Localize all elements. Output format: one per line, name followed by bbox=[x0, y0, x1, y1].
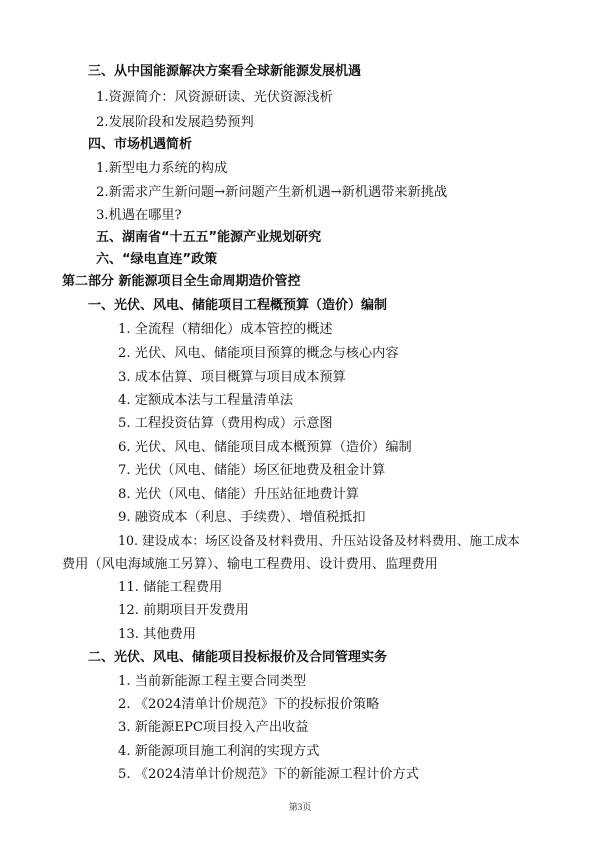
list-item: 11. 储能工程费用 bbox=[118, 580, 223, 595]
list-item: 6. 光伏、风电、储能项目成本概预算（造价）编制 bbox=[118, 440, 412, 455]
list-item: 1.资源简介：风资源研读、光伏资源浅析 bbox=[96, 90, 333, 105]
list-item: 2.新需求产生新问题→新问题产生新机遇→新机遇带来新挑战 bbox=[96, 185, 448, 200]
section-heading-4: 四、市场机遇简析 bbox=[88, 137, 193, 152]
section-heading-3: 三、从中国能源解决方案看全球新能源发展机遇 bbox=[88, 64, 362, 79]
list-item: 1. 当前新能源工程主要合同类型 bbox=[118, 674, 307, 689]
list-item: 7. 光伏（风电、储能）场区征地费及租金计算 bbox=[118, 463, 386, 478]
list-item: 8. 光伏（风电、储能）升压站征地费计算 bbox=[118, 487, 359, 502]
list-item: 3. 成本估算、项目概算与项目成本预算 bbox=[118, 370, 346, 385]
list-item: 1.新型电力系统的构成 bbox=[96, 161, 228, 176]
list-item: 3.机遇在哪里? bbox=[96, 208, 182, 223]
list-item: 9. 融资成本（利息、手续费）、增值税抵扣 bbox=[118, 510, 366, 525]
list-item: 4. 定额成本法与工程量清单法 bbox=[118, 393, 294, 408]
section-heading-2: 二、光伏、风电、储能项目投标报价及合同管理实务 bbox=[88, 650, 388, 665]
part-heading: 第二部分 新能源项目全生命周期造价管控 bbox=[62, 274, 301, 289]
list-item: 10. 建设成本：场区设备及材料费用、升压站设备及材料费用、施工成本 bbox=[118, 533, 520, 548]
section-heading-6: 六、“绿电直连”政策 bbox=[96, 252, 218, 267]
list-item: 5. 工程投资估算（费用构成）示意图 bbox=[118, 416, 333, 431]
list-item: 2. 《2024清单计价规范》下的投标报价策略 bbox=[118, 697, 380, 712]
list-item: 2.发展阶段和发展趋势预判 bbox=[96, 115, 254, 130]
section-heading-5: 五、湖南省“十五五”能源产业规划研究 bbox=[96, 230, 322, 245]
page-number: 第3页 bbox=[288, 802, 312, 812]
list-item: 1. 全流程（精细化）成本管控的概述 bbox=[118, 322, 333, 337]
list-item: 13. 其他费用 bbox=[118, 627, 196, 642]
list-item: 12. 前期项目开发费用 bbox=[118, 603, 249, 618]
list-item: 3. 新能源EPC项目投入产出收益 bbox=[118, 720, 309, 735]
list-item: 4. 新能源项目施工利润的实现方式 bbox=[118, 744, 320, 759]
list-item: 5. 《2024清单计价规范》下的新能源工程计价方式 bbox=[118, 767, 419, 782]
list-item: 2. 光伏、风电、储能项目预算的概念与核心内容 bbox=[118, 346, 399, 361]
section-heading-1: 一、光伏、风电、储能项目工程概预算（造价）编制 bbox=[88, 298, 388, 313]
list-item-continuation: 费用（风电海域施工另算）、输电工程费用、设计费用、监理费用 bbox=[62, 557, 438, 572]
